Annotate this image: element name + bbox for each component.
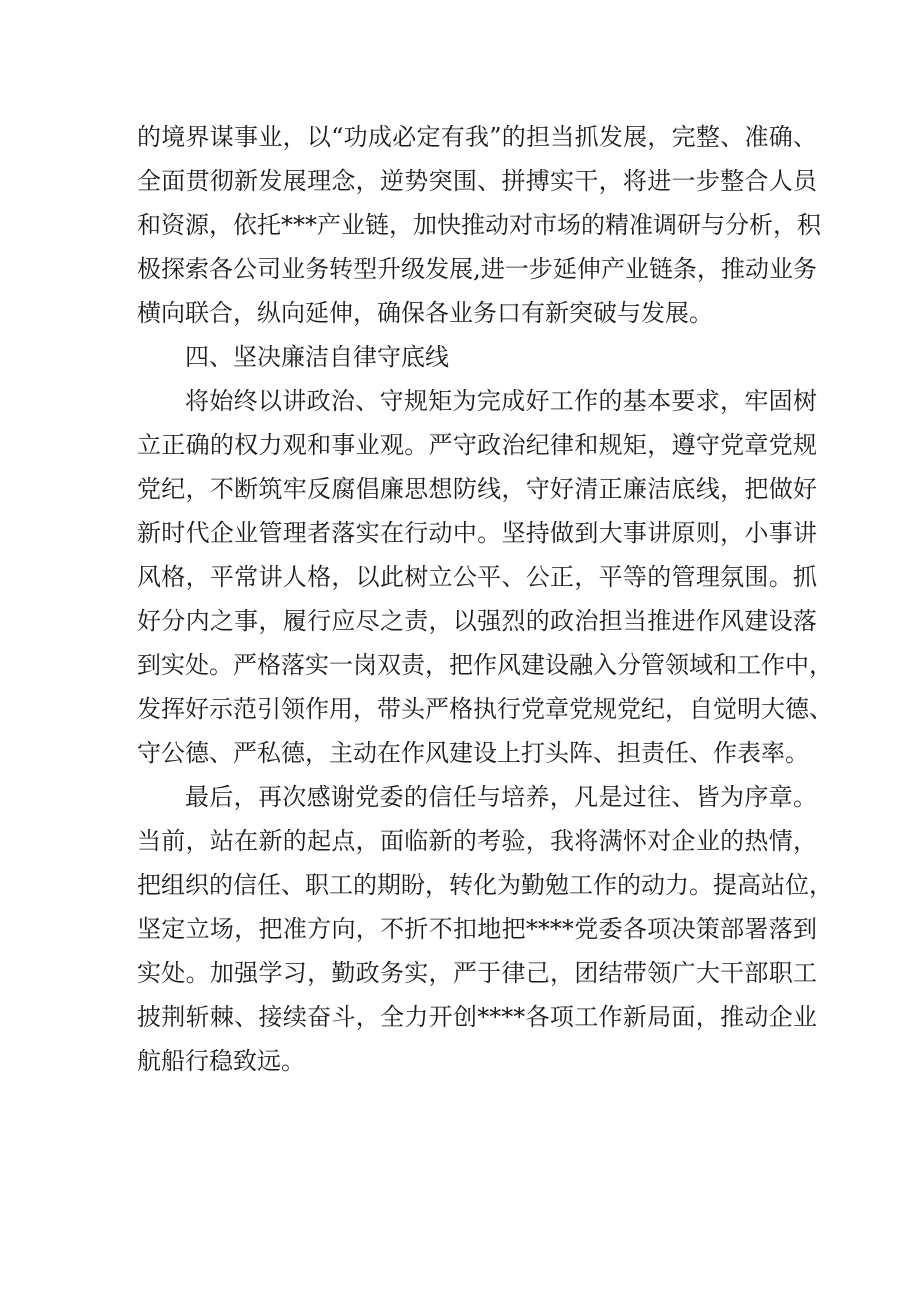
paragraph-continued: [137, 115, 821, 335]
text-line: 实处。加强学习，勤政务实，严于律己，团结带领广大干部职工: [137, 959, 817, 987]
text-line: 风格，平常讲人格，以此树立公平、公正，平等的管理氛围。抓: [137, 563, 817, 591]
text-line: 到实处。严格落实一岗双责，把作风建设融入分管领域和工作中，: [137, 651, 833, 679]
text-line: 最后，再次感谢党委的信任与培养，凡是过往、皆为序章。: [185, 783, 817, 811]
text-line: 横向联合，纵向延伸，确保各业务口有新突破与发展。: [137, 299, 713, 327]
text-line: 航船行稳致远。: [137, 1047, 305, 1075]
text-line: 党纪，不断筑牢反腐倡廉思想防线，守好清正廉洁底线，把做好: [137, 475, 817, 503]
text-line: 坚定立场，把准方向，不折不扣地把****党委各项决策部署落到: [137, 915, 817, 943]
text-line: 极探索各公司业务转型升级发展,进一步延伸产业链条，推动业务: [137, 255, 817, 283]
text-line: 披荆斩棘、接续奋斗，全力开创****各项工作新局面，推动企业: [137, 1003, 817, 1031]
text-line: 立正确的权力观和事业观。严守政治纪律和规矩，遵守党章党规: [137, 431, 817, 459]
paragraph-closing: [137, 775, 833, 1083]
text-line: 全面贯彻新发展理念，逆势突围、拼搏实干，将进一步整合人员: [137, 167, 817, 195]
text-line: 新时代企业管理者落实在行动中。坚持做到大事讲原则，小事讲: [137, 519, 817, 547]
text-line: 把组织的信任、职工的期盼，转化为勤勉工作的动力。提高站位，: [137, 871, 833, 899]
text-line: 和资源，依托***产业链，加快推动对市场的精准调研与分析，积: [137, 211, 821, 239]
document-body: [137, 115, 833, 1083]
text-line: 当前，站在新的起点，面临新的考验，我将满怀对企业的热情，: [137, 827, 817, 855]
text-line: 好分内之事，履行应尽之责，以强烈的政治担当推进作风建设落: [137, 607, 817, 635]
text-line: 发挥好示范引领作用，带头严格执行党章党规党纪，自觉明大德、: [137, 695, 833, 723]
text-line: 将始终以讲政治、守规矩为完成好工作的基本要求，牢固树: [185, 387, 817, 415]
text-line: 的境界谋事业，以“功成必定有我”的担当抓发展，完整、准确、: [137, 123, 817, 151]
paragraph-integrity: [137, 379, 833, 775]
section-heading: 四、坚决廉洁自律守底线: [185, 343, 449, 371]
text-line: 守公德、严私德，主动在作风建设上打头阵、担责任、作表率。: [137, 739, 809, 767]
